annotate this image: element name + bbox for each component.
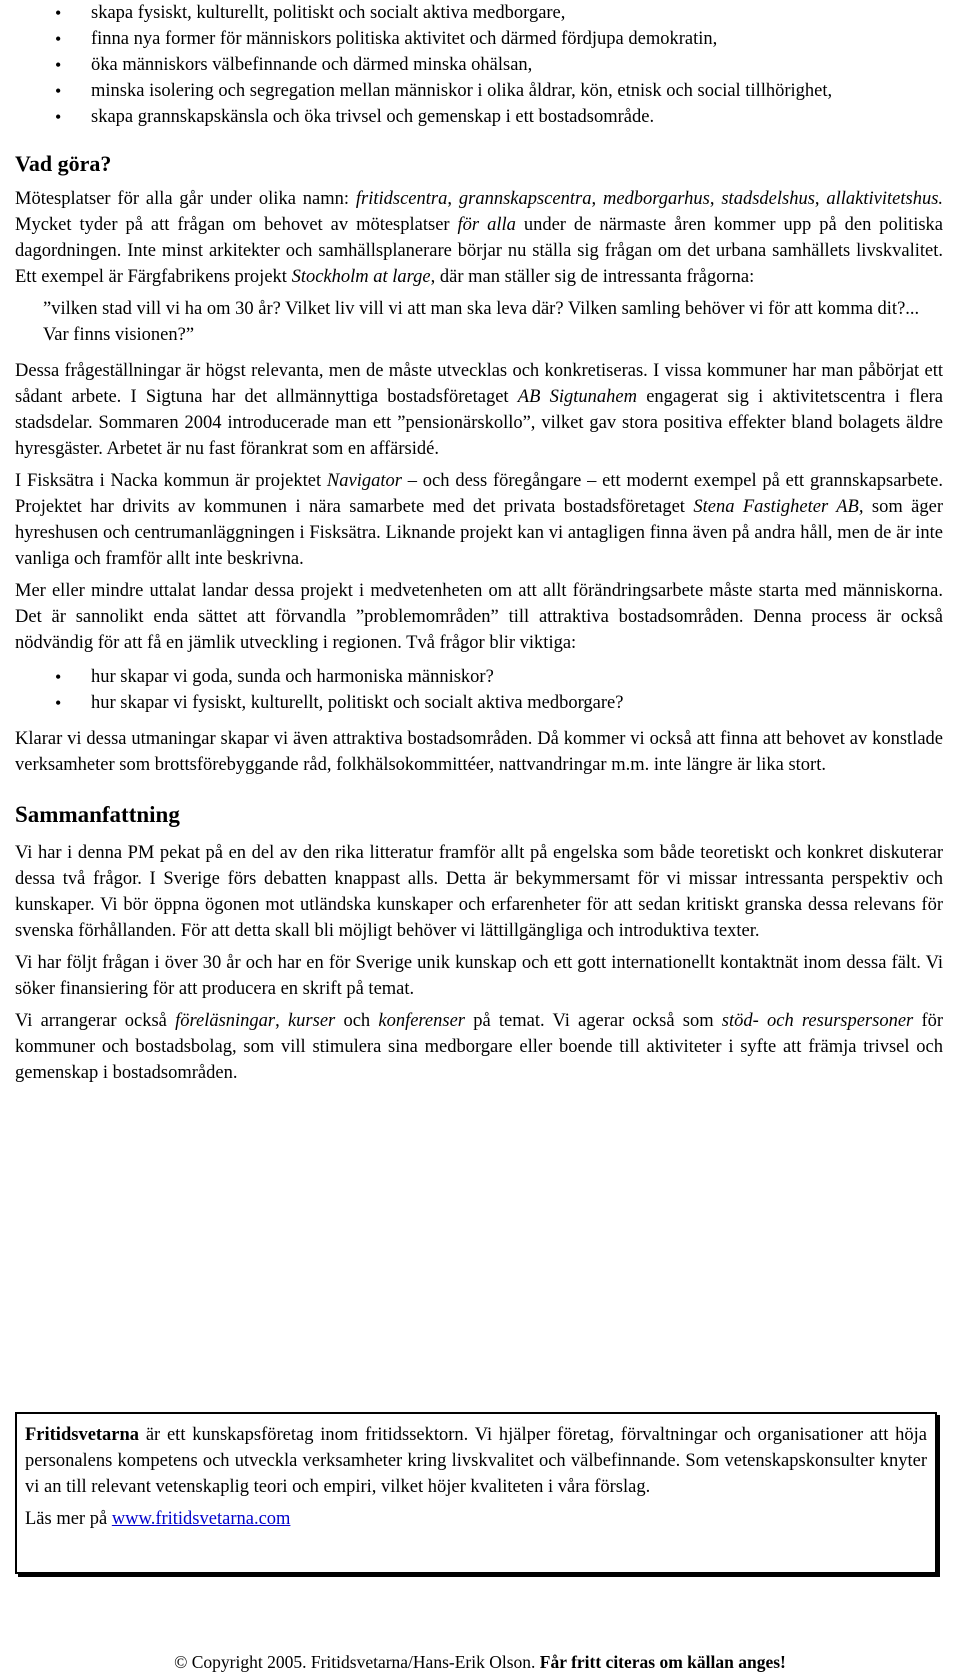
list-item: • finna nya former för människors politiska aktivitet och därmed fördjupa demokratin, bbox=[15, 26, 943, 52]
company-description: Fritidsvetarna är ett kunskapsföretag inom fritidssektorn. Vi hjälper företag, förvaltningar och organisationer att höja personalens kompetens och utveckla verksamheter kring livskvalitet och välbefinnande. Som vetenskapskonsulter knyter vi an till relevant vetenskaplig teori och empiri, vilket höjer kvaliteten i våra förslag. bbox=[25, 1425, 927, 1497]
paragraph-sammanfattning-2: Vi har följt frågan i över 30 år och har en för Sverige unik kunskap och ett gott internationellt kontaktnät inom dessa fält. Vi söker finansiering för att producera en skrift på temat. bbox=[15, 953, 943, 999]
paragraph-sigtuna: Dessa frågeställningar är högst relevanta, men de måste utvecklas och konkretiseras. I vissa kommuner har man påbörjat ett sådant arbete. I Sigtuna har det allmännyttiga bostadsföretaget AB Sigtunahem engagerat sig i aktivitetscentra i flera stadsdelar. Sommaren 2004 introducerade man ett ”pensionärskollo”, vilket gav stora positiva effekter bland bolagets äldre hyresgäster. Arbetet är nu fast förankrat som en affärsidé. bbox=[15, 361, 943, 459]
list-item: • hur skapar vi goda, sunda och harmoniska människor? bbox=[15, 664, 943, 690]
paragraph-forandring: Mer eller mindre uttalat landar dessa projekt i medvetenheten om att allt förändringsarbete måste starta med människorna. Det är sannolikt enda sättet att förvandla ”problemområden” till attraktiva bostadsområden. Denna process är också nödvändig för att få en jämlik utveckling i regionen. Två frågor blir viktiga: bbox=[15, 581, 943, 653]
goals-list bbox=[15, 0, 943, 130]
document-page bbox=[15, 0, 944, 1529]
list-item: • hur skapar vi fysiskt, kulturellt, politiskt och socialt aktiva medborgare? bbox=[15, 690, 943, 716]
questions-list bbox=[15, 664, 943, 716]
company-name: Fritidsvetarna bbox=[25, 1425, 140, 1445]
read-more-line: Läs mer på www.fritidsvetarna.com bbox=[25, 1509, 291, 1529]
company-info-box bbox=[15, 1412, 937, 1574]
paragraph-fisksatra: I Fisksätra i Nacka kommun är projektet Navigator – och dess föregångare – ett modernt exempel på ett grannskapsarbete. Projektet har drivits av kommunen i nära samarbete med det privata bostadsföretaget Stena Fastigheter AB, som äger hyreshusen och centrumanläggningen i Fisksätra. Liknande projekt kan vi antagligen finna även på andra håll, men de är inte vanliga och framför allt inte beskrivna. bbox=[15, 471, 944, 569]
list-item: • skapa fysiskt, kulturellt, politiskt och socialt aktiva medborgare, bbox=[15, 0, 943, 26]
list-item: • skapa grannskapskänsla och öka trivsel och gemenskap i ett bostadsområde. bbox=[15, 104, 943, 130]
paragraph-sammanfattning-3: Vi arrangerar också föreläsningar, kurser och konferenser på temat. Vi agerar också som stöd- och resurspersoner för kommuner och bostadsbolag, som vill stimulera sina medborgare eller boende till aktiviteter i syfte att främja trivsel och gemenskap i bostadsområden. bbox=[15, 1011, 944, 1083]
heading-sammanfattning: Sammanfattning bbox=[15, 802, 180, 827]
paragraph-utmaningar: Klarar vi dessa utmaningar skapar vi även attraktiva bostadsområden. Då kommer vi också att finna att behovet av konstlade verksamheter som brottsförebyggande råd, folkhälsokommittéer, nattvandringar m.m. inte längre är lika stort. bbox=[15, 729, 943, 775]
website-link[interactable]: www.fritidsvetarna.com bbox=[111, 1509, 291, 1529]
paragraph-motesplatser: Mötesplatser för alla går under olika namn: fritidscentra, grannskapscentra, medborgarhus, stadsdelshus, allaktivitetshus. Mycket tyder på att frågan om behovet av mötesplatser för alla under de närmaste åren kommer upp på den politiska dagordningen. Inte minst arkitekter och samhällsplanerare börjar nu ställa sig frågan om det urbana samhällets livskvalitet. Ett exempel är Färgfabrikens projekt Stockholm at large, där man ställer sig de intressanta frågorna: bbox=[15, 189, 944, 287]
paragraph-sammanfattning-1: Vi har i denna PM pekat på en del av den rika litteratur framför allt på engelska som både teoretiskt och konkret diskuterar dessa två frågor. I Sverige förs debatten knappast alls. Detta är bekymmersamt för vi missar intressanta perspektiv och kunskaper. Vi bör öppna ögonen mot utländska kunskaper och erfarenheter för att sedan kritiskt granska dessa relevans för svenska förhållanden. För att detta skall bli möjligt behöver vi lättillgängliga och introduktiva texter. bbox=[15, 843, 943, 941]
quote-block: ”vilken stad vill vi ha om 30 år? Vilket liv vill vi att man ska leva där? Vilken samling behöver vi för att komma dit?... Var finns visionen?” bbox=[43, 299, 920, 345]
copyright-footer: © Copyright 2005. Fritidsvetarna/Hans-Erik Olson. Får fritt citeras om källan anges! bbox=[174, 1652, 786, 1672]
list-item: • minska isolering och segregation mellan människor i olika åldrar, kön, etnisk och social tillhörighet, bbox=[15, 78, 943, 104]
list-item: • öka människors välbefinnande och därmed minska ohälsan, bbox=[15, 52, 943, 78]
heading-vad-gora: Vad göra? bbox=[15, 151, 112, 176]
